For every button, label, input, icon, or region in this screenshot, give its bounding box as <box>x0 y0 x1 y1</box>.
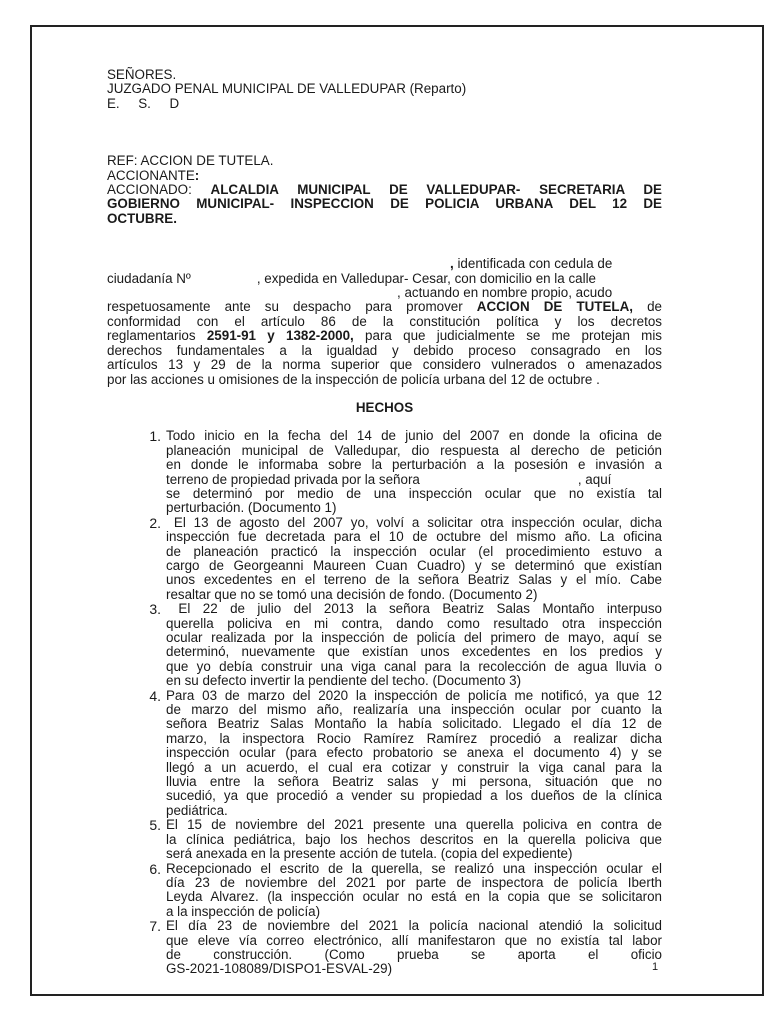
intro-line-6-bold: 2591-91 y 1382-2000, <box>206 328 354 344</box>
accionante-colon: : <box>194 167 200 183</box>
item-line: será anexada en la presente acción de tutela. (copia del expediente) <box>166 846 573 862</box>
item-line: sucedió, ya que procedió a vender su propiedad a los dueños de la clínica <box>166 788 662 804</box>
intro-line-2-a: ciudadanía Nº <box>107 270 191 286</box>
item-line: cargo de Georgeanni Maureen Cuan Cuadro) y se determinó que existían <box>166 557 662 573</box>
intro-line-8: artículos 13 y 29 de la norma superior que considero vulnerados o amenazados <box>107 357 662 373</box>
item-number: 6. <box>149 860 161 877</box>
intro-line-4 <box>107 300 662 314</box>
item-line: ocular realizada por la inspección de policía del primero de mayo, aquí se <box>166 630 662 645</box>
accionante-line <box>107 169 662 183</box>
intro-line-6 <box>107 329 662 343</box>
item-line: Para 03 de marzo del 2020 la inspección de policía me notificó, ya que 12 <box>166 687 662 703</box>
item-line: marzo, la inspectora Rocio Ramírez Ramírez procedió a realizar dicha <box>166 730 662 746</box>
list-item <box>107 429 662 515</box>
item-line: que yo debía construir una viga canal para la recolección de agua lluvia o <box>166 658 662 674</box>
item-number: 2. <box>149 514 161 531</box>
list-item <box>107 689 662 819</box>
list-item <box>107 516 662 602</box>
accionado-text-1: ALCALDIA MUNICIPAL DE VALLEDUPAR- SECRETARIA DE <box>210 182 662 198</box>
item-line: en donde le informaba sobre la perturbación a la posesión e invasión a <box>166 457 662 473</box>
hechos-title: HECHOS <box>355 399 414 415</box>
accionado-line-2: GOBIERNO MUNICIPAL- INSPECCION DE POLICIA URBANA DEL 12 DE <box>107 196 662 212</box>
accionado-label: ACCIONADO: <box>107 182 211 198</box>
item-line-part: terreno de propiedad privada por la señora <box>166 471 420 487</box>
accionante-label: ACCIONANTE <box>107 167 195 183</box>
item-line: de construcción. (Como prueba se aporta el oficio <box>166 946 662 962</box>
item-line: día 23 de noviembre del 2021 por parte de inspectora de policía Iberth <box>166 874 662 890</box>
intro-line-4-bold: ACCION DE TUTELA, <box>476 299 633 315</box>
item-line: de marzo del mismo año, realizaría una inspección ocular por cuanto la <box>166 702 662 718</box>
item-line: señora Beatriz Salas Montaño la había solicitado. Llegado el día 12 de <box>166 716 662 732</box>
intro-line-2-b: , expedida en Valledupar- Cesar, con domicilio en la calle <box>256 270 596 286</box>
item-line: unos excedentes en el terreno de la señora Beatriz Salas y el mío. Cabe <box>166 572 662 588</box>
intro-line-6-b: para que judicialmente se me protejan mis <box>353 328 662 344</box>
reference-block <box>107 154 662 226</box>
intro-line-4-a: respetuosamente ante su despacho para promover <box>107 299 477 315</box>
item-line <box>166 473 662 487</box>
intro-paragraph <box>107 257 662 387</box>
item-line: El 13 de agosto del 2007 yo, volví a solicitar otra inspección ocular, dicha <box>166 514 662 530</box>
item-line: que eleve vía correo electrónico, allí manifestaron que no existía tal labor <box>166 932 662 948</box>
item-line: inspección fue decretada para el 10 de octubre del mismo año. La oficina <box>166 529 662 545</box>
item-line: perturbación. (Documento 1) <box>166 500 337 516</box>
intro-line-3: , actuando en nombre propio, acudo <box>397 285 613 301</box>
item-line: El día 23 de noviembre del 2021 la policía nacional atendió la solicitud <box>166 918 662 934</box>
addressee-line-3: E. S. D <box>107 95 180 111</box>
item-line: El 22 de julio del 2013 la señora Beatriz Salas Montaño interpuso <box>166 601 662 617</box>
item-line: lluvia entre la señora Beatriz salas y mi persona, situación que no <box>166 774 662 790</box>
item-line: querella policiva en mi contra, dando como resultado otra inspección <box>166 615 662 631</box>
list-item <box>107 602 662 688</box>
item-line: de planeación practicó la inspección ocular (el procedimiento estuvo a <box>166 543 662 559</box>
item-line: determinó, nuevamente que existían unos excedentes en los predios y <box>166 644 662 660</box>
item-line: pediátrica. <box>166 802 228 818</box>
ref-line: REF: ACCION DE TUTELA. <box>107 153 274 169</box>
intro-line-1-text: identificada con cedula de <box>453 256 613 272</box>
list-item <box>107 862 662 920</box>
hechos-list <box>107 429 662 976</box>
item-line: Todo inicio en la fecha del 14 de junio del 2007 en donde la oficina de <box>166 428 662 444</box>
addressee-block <box>107 68 662 111</box>
intro-line-2 <box>107 272 662 286</box>
item-number: 7. <box>149 918 161 935</box>
item-line: El 15 de noviembre del 2021 presente una querella policiva en contra de <box>166 817 662 833</box>
item-line: Leyda Alvarez. (la inspección ocular no está en la copia que se solicitaron <box>166 889 662 905</box>
intro-line-6-a: reglamentarios <box>107 328 207 344</box>
list-item <box>107 919 662 977</box>
intro-line-4-b: de <box>632 299 662 315</box>
item-number: 3. <box>149 601 161 618</box>
item-number: 4. <box>149 687 161 704</box>
item-line: Recepcionado el escrito de la querella, se realizó una inspección ocular el <box>166 860 662 876</box>
document-body <box>107 68 662 977</box>
item-line-part: , aquí <box>577 471 612 487</box>
item-line: inspección ocular (para efecto probatorio se anexa el documento 4) y se <box>166 745 662 761</box>
item-number: 1. <box>149 428 161 445</box>
accionado-line-1 <box>107 183 662 197</box>
item-line: a la inspección de policía) <box>166 903 321 919</box>
item-line: planeación municipal de Valledupar, dio respuesta al derecho de petición <box>166 442 662 458</box>
intro-line-9: por las acciones u omisiones de la inspección de policía urbana del 12 de octubre . <box>107 371 600 387</box>
item-line: llegó a un acuerdo, el cual era cotizar y construir la viga canal para la <box>166 759 662 775</box>
addressee-line-2: JUZGADO PENAL MUNICIPAL DE VALLEDUPAR (Reparto) <box>107 81 467 97</box>
item-number: 5. <box>149 817 161 834</box>
page-number: 1 <box>652 961 659 973</box>
item-line: se determinó por medio de una inspección ocular que no existía tal <box>166 485 662 501</box>
intro-comma: , <box>450 256 454 272</box>
addressee-line-1: SEÑORES. <box>107 67 177 82</box>
item-line: resaltar que no se tomó una decisión de fondo. (Documento 2) <box>166 586 538 602</box>
list-item <box>107 818 662 861</box>
accionado-line-3: OCTUBRE. <box>107 210 177 226</box>
item-line: GS-2021-108089/DISPO1-ESVAL-29) <box>166 961 393 977</box>
item-line: la clínica pediátrica, bajo los hechos descritos en la querella policiva que <box>166 831 662 847</box>
intro-line-1 <box>107 257 662 271</box>
intro-line-5: conformidad con el artículo 86 de la constitución política y los decretos <box>107 313 662 329</box>
item-line: en su defecto invertir la pendiente del techo. (Documento 3) <box>166 673 522 689</box>
intro-line-7: derechos fundamentales a la igualdad y debido proceso consagrado en los <box>107 342 662 358</box>
